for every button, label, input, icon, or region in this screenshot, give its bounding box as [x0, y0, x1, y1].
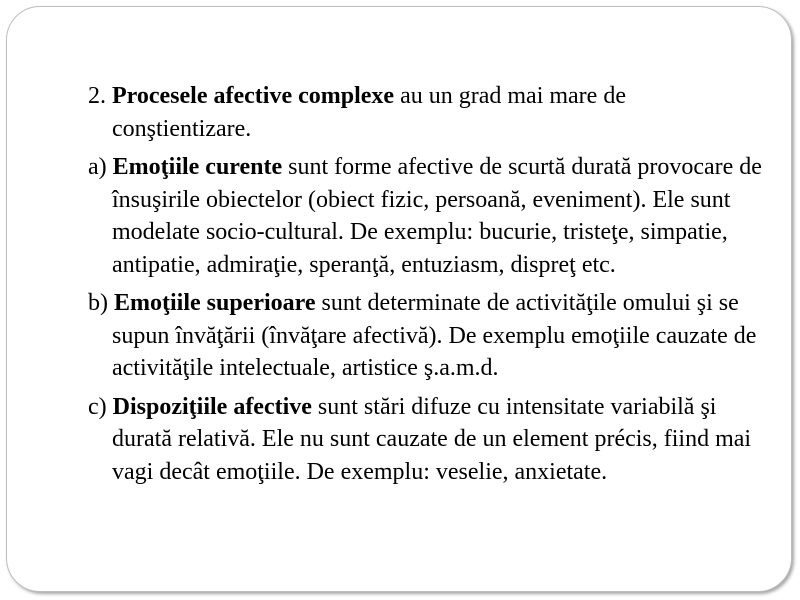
paragraph-text: au un grad mai mare de conştientizare.: [112, 83, 626, 142]
paragraph-text: sunt forme afective de scurtă durată provocare de însuşirile obiectelor (obiect fizic, persoană, eveniment). Ele sunt modelate socio-cultural. De exemplu: bucurie, tristeţe, simpatie, antipatie, admiraţie, speranţă, entuziasm, dispreţ etc.: [112, 154, 762, 278]
paragraph-prefix: 2.: [88, 83, 112, 109]
paragraph-term: Procesele afective complexe: [112, 83, 395, 109]
paragraph-text: sunt determinate de activităţile omului şi se supun învăţării (învăţare afectivă). De exemplu emoţiile cauzate de activităţile intelectuale, artistice ş.a.m.d.: [112, 290, 757, 381]
paragraph-prefix: a): [88, 154, 113, 180]
paragraph-term: Emoţiile curente: [112, 154, 283, 180]
paragraph-dispozitii-afective: [88, 391, 768, 489]
paragraph-text: sunt stări difuze cu intensitate variabilă şi durată relativă. Ele nu sunt cauzate de un element précis, fiind mai vagi decât emoţiile. De exemplu: veselie, anxietate.: [112, 393, 752, 485]
paragraph-prefix: c): [88, 393, 113, 420]
paragraph-emotii-curente: [88, 151, 768, 281]
paragraph-term: Dispoziţiile afective: [112, 393, 312, 420]
paragraph-procese-complexe: [88, 80, 768, 145]
paragraph-emotii-superioare: [88, 287, 768, 385]
paragraph-prefix: b): [88, 290, 114, 316]
slide-content: [88, 80, 768, 494]
paragraph-term: Emoţiile superioare: [114, 290, 316, 316]
